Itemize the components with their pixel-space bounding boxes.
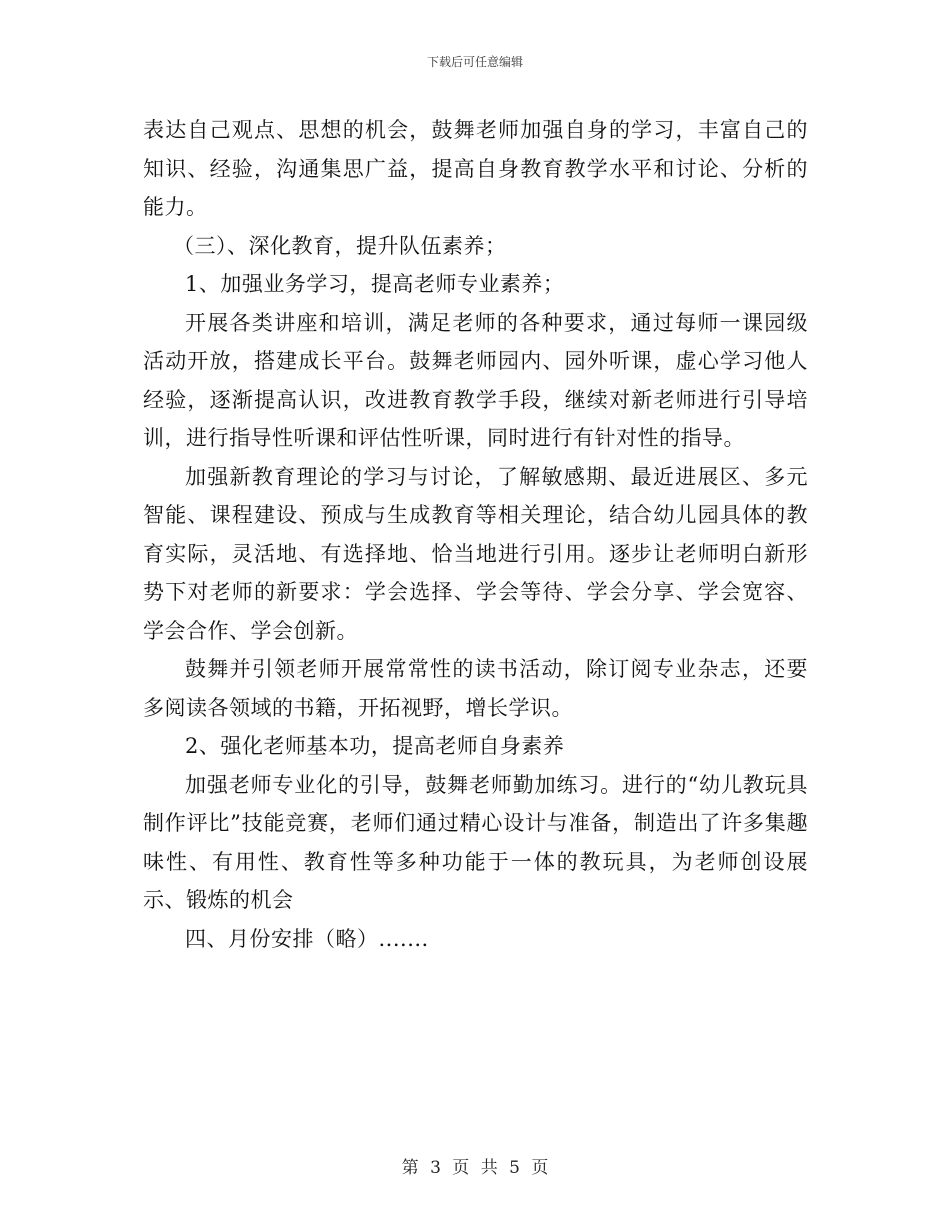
paragraph-skills: 加强老师专业化的引导，鼓舞老师勤加练习。进行的“幼儿教玩具制作评比”技能竞赛，老师们通过精心设计与准备，制造出了许多集趣味性、有用性、教育性等多种功能于一体的教玩具，为老师创设展示、锻炼的机会 — [143, 772, 808, 912]
paragraph-training: 开展各类讲座和培训，满足老师的各种要求，通过每师一课园级活动开放，搭建成长平台。鼓舞老师园内、园外听课，虚心学习他人经验，逐渐提高认识，改进教育教学手段，继续对新老师进行引导培训，进行指导性听课和评估性听课，同时进行有针对性的指导。 — [143, 310, 808, 450]
subsection-heading-2: 2、强化老师基本功，提高老师自身素养 — [185, 734, 565, 758]
page-header: 下载后可任意编辑 — [426, 55, 523, 69]
document-body — [143, 111, 808, 958]
paragraph-theory: 加强新教育理论的学习与讨论，了解敏感期、最近进展区、多元智能、课程建设、预成与生成教育等相关理论，结合幼儿园具体的教育实际，灵活地、有选择地、恰当地进行引用。逐步让老师明白新形势下对老师的新要求：学会选择、学会等待、学会分享、学会宽容、学会合作、学会创新。 — [143, 464, 808, 643]
section-heading-3: （三）、深化教育，提升队伍素养； — [173, 233, 507, 258]
subsection-heading-1: 1、加强业务学习，提高老师专业素养； — [185, 272, 565, 296]
paragraph-reading: 鼓舞并引领老师开展常常性的读书活动，除订阅专业杂志，还要多阅读各领域的书籍，开拓视野，增长学识。 — [143, 657, 808, 720]
paragraph-continuation: 表达自己观点、思想的机会，鼓舞老师加强自身的学习，丰富自己的知识、经验，沟通集思广益，提高自身教育教学水平和讨论、分析的能力。 — [143, 118, 808, 219]
page-footer: 第 3 页 共 5 页 — [401, 1158, 549, 1178]
section-heading-4: 四、月份安排（略）....... — [185, 926, 429, 951]
